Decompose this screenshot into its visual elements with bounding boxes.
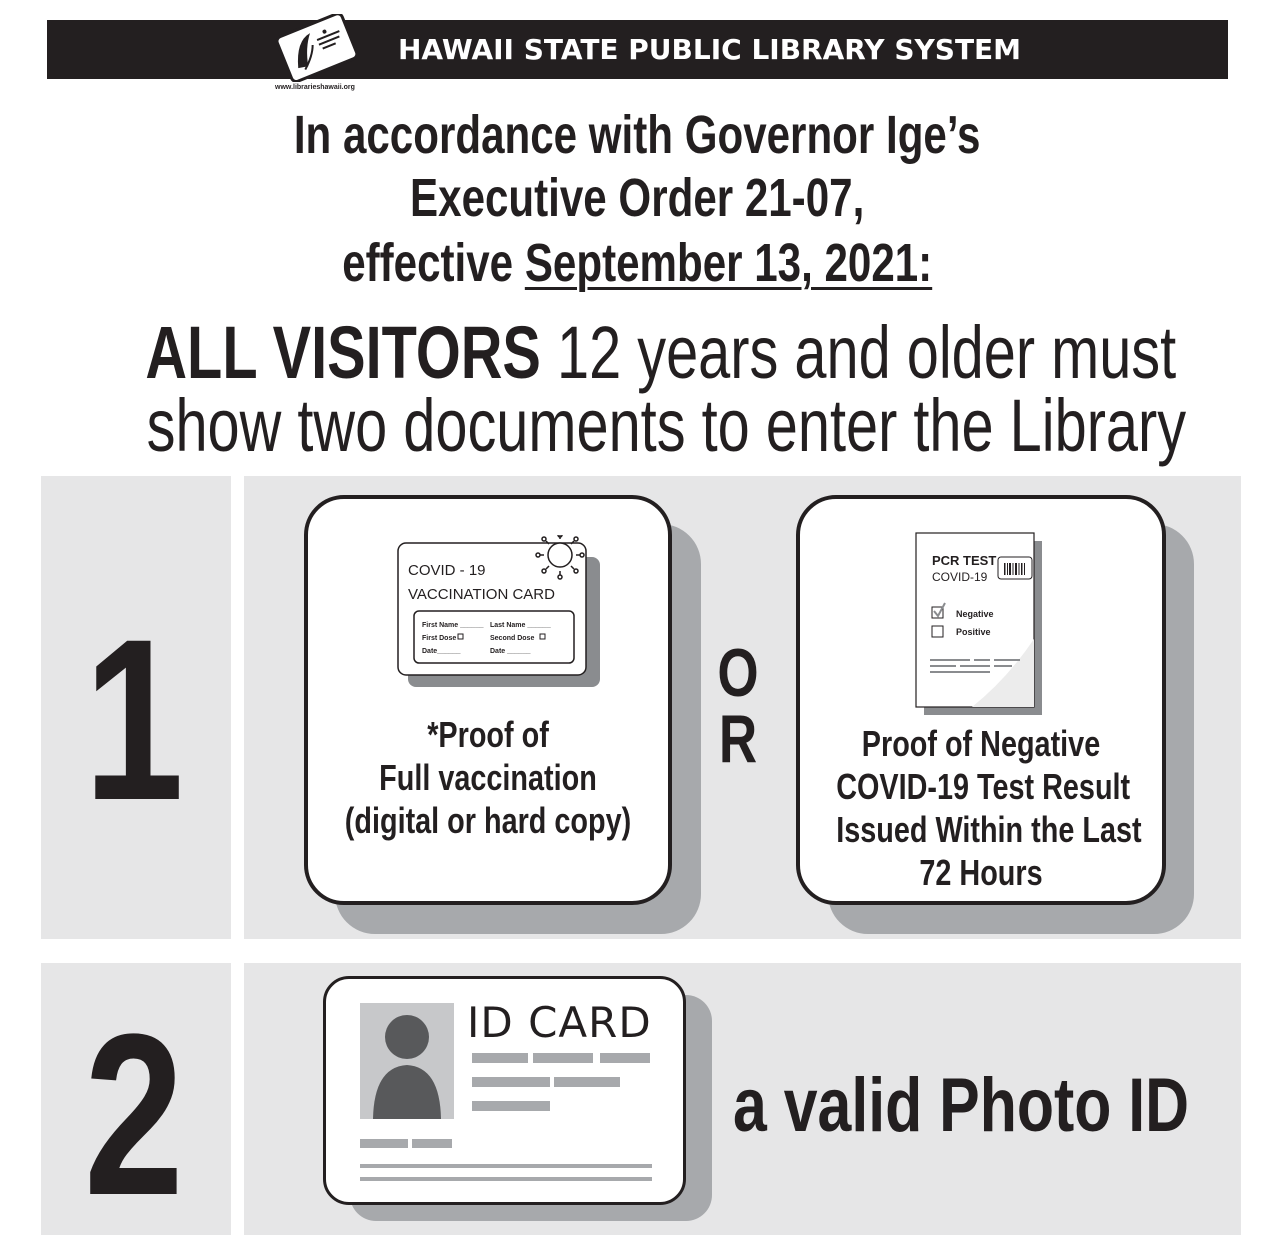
id-card-title: ID CARD (467, 998, 652, 1047)
notice-line-1: In accordance with Governor Ige’s (294, 105, 981, 165)
field-date-1: Date______ (422, 648, 461, 655)
vaccination-proof-card (304, 495, 672, 905)
field-date-2: Date ______ (490, 648, 531, 655)
vaccination-card-icon (394, 535, 604, 695)
field-last-name: Last Name ______ (490, 622, 551, 629)
or-separator: O R (717, 635, 759, 777)
check-negative: Negative (956, 609, 994, 619)
pcr-doc-title-1: PCR TEST (932, 553, 997, 568)
vaccination-card-title-2: VACCINATION CARD (408, 586, 555, 603)
library-logo-icon (270, 14, 362, 82)
step-1-number: 1 (84, 591, 184, 848)
requirement-line-2: show two documents to enter the Library (146, 384, 1187, 467)
field-second-dose: Second Dose (490, 635, 535, 642)
pcr-test-proof-text: Proof of Negative COVID-19 Test Result Issued Within the Last 72 Hours (836, 723, 1142, 893)
all-visitors-emphasis: ALL VISITORS (145, 311, 541, 394)
notice-line-3: effective September 13, 2021: (342, 233, 933, 293)
vaccination-card-title-1: COVID - 19 (408, 562, 486, 579)
pcr-test-proof-card (796, 495, 1166, 905)
field-first-name: First Name ______ (422, 622, 484, 629)
field-first-dose: First Dose (422, 635, 457, 642)
photo-id-text: a valid Photo ID (733, 1063, 1190, 1148)
check-positive: Positive (956, 627, 991, 637)
requirement-line-1: ALL VISITORS 12 years and older must (145, 311, 1177, 394)
effective-date: September 13, 2021: (525, 233, 933, 293)
pcr-doc-title-2: COVID-19 (932, 570, 988, 584)
banner-title: HAWAII STATE PUBLIC LIBRARY SYSTEM (398, 33, 1022, 66)
library-url: www.librarieshawaii.org (275, 84, 355, 91)
vaccination-proof-text: *Proof of Full vaccination (digital or hard copy) (344, 714, 632, 841)
step-2-number: 2 (84, 986, 184, 1243)
notice-line-2: Executive Order 21-07, (410, 168, 865, 228)
pcr-test-document-icon (912, 529, 1042, 715)
